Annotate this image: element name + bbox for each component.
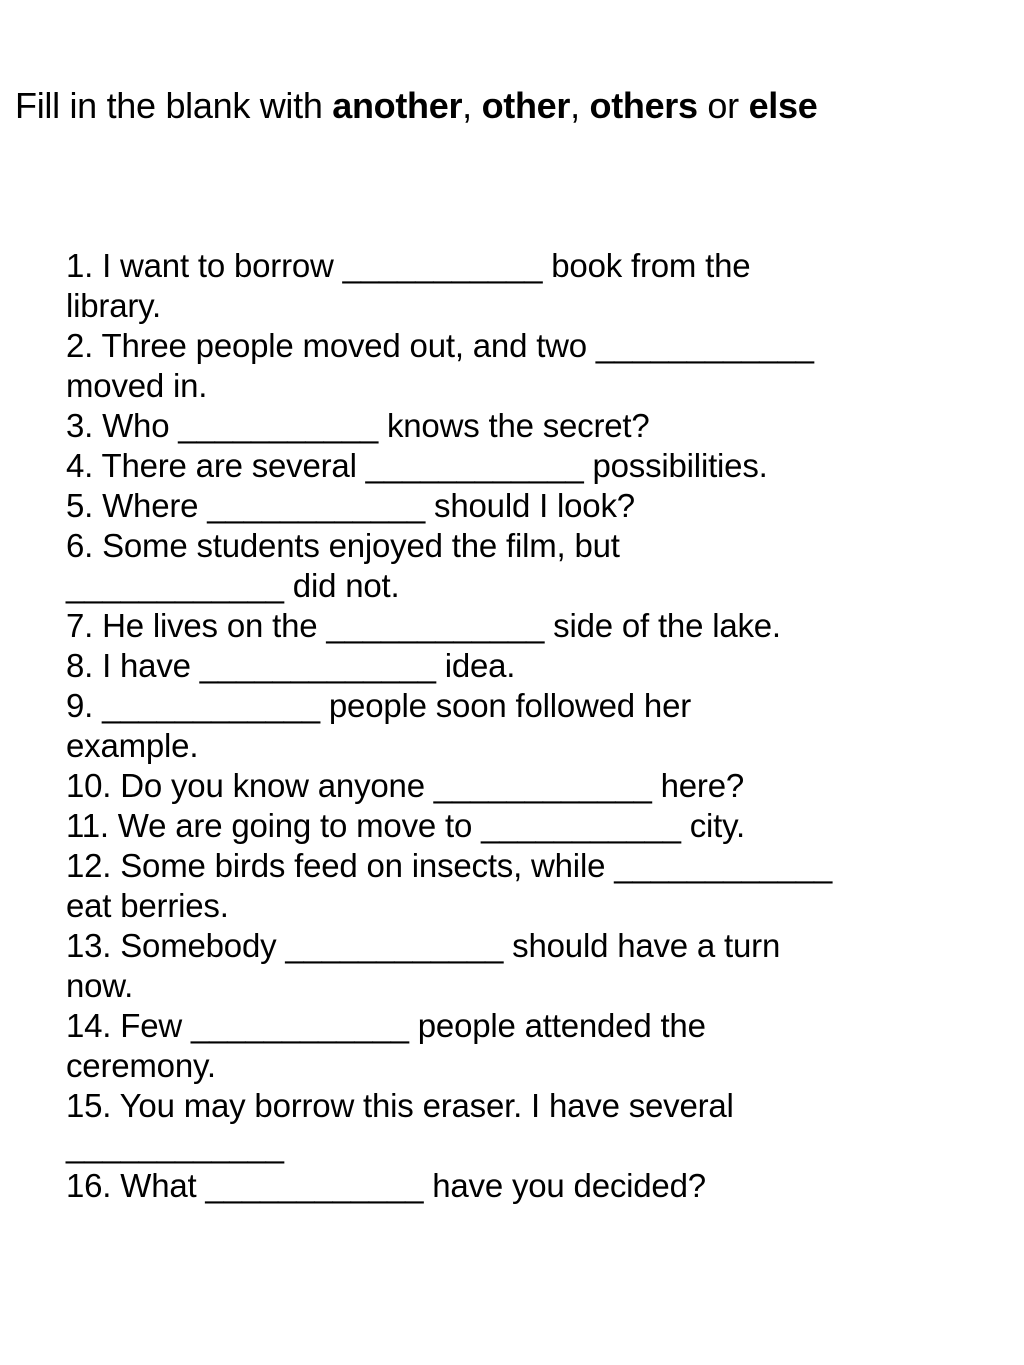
page-title — [15, 84, 1015, 128]
title-word-else: else — [748, 85, 818, 126]
question-line: ceremony. — [66, 1047, 216, 1084]
title-separator: or — [697, 85, 749, 126]
title-word-another: another — [332, 85, 463, 126]
title-prefix: Fill in the blank with — [15, 85, 333, 126]
question-line: 5. Where ____________ should I look? — [66, 487, 635, 524]
question-line: 4. There are several ____________ possibilities. — [66, 447, 768, 484]
question-line: library. — [66, 287, 161, 324]
question-line: 9. ____________ people soon followed her — [66, 687, 692, 724]
question-line: 11. We are going to move to ___________ city. — [66, 807, 745, 844]
title-word-others: others — [589, 85, 698, 126]
question-line: 10. Do you know anyone ____________ here? — [66, 767, 745, 804]
question-line: now. — [66, 967, 134, 1004]
title-separator: , — [570, 85, 590, 126]
question-list — [66, 246, 966, 1206]
title-word-other: other — [481, 85, 571, 126]
question-line: 14. Few ____________ people attended the — [66, 1007, 706, 1044]
question-line: 13. Somebody ____________ should have a turn — [66, 927, 781, 964]
question-line: eat berries. — [66, 887, 229, 924]
question-line: ____________ did not. — [66, 567, 400, 604]
question-line: 7. He lives on the ____________ side of the lake. — [66, 607, 781, 644]
question-line: moved in. — [66, 367, 208, 404]
question-line: ____________ — [66, 1127, 284, 1164]
question-line: 12. Some birds feed on insects, while ____________ — [66, 847, 833, 884]
question-line: 15. You may borrow this eraser. I have several — [66, 1087, 734, 1124]
question-line: 6. Some students enjoyed the film, but — [66, 527, 620, 564]
title-separator: , — [462, 85, 482, 126]
question-line: 8. I have _____________ idea. — [66, 647, 516, 684]
question-line: 2. Three people moved out, and two ____________ — [66, 327, 814, 364]
question-line: 1. I want to borrow ___________ book from the — [66, 247, 751, 284]
question-line: example. — [66, 727, 199, 764]
question-line: 3. Who ___________ knows the secret? — [66, 407, 650, 444]
question-line: 16. What ____________ have you decided? — [66, 1167, 706, 1204]
